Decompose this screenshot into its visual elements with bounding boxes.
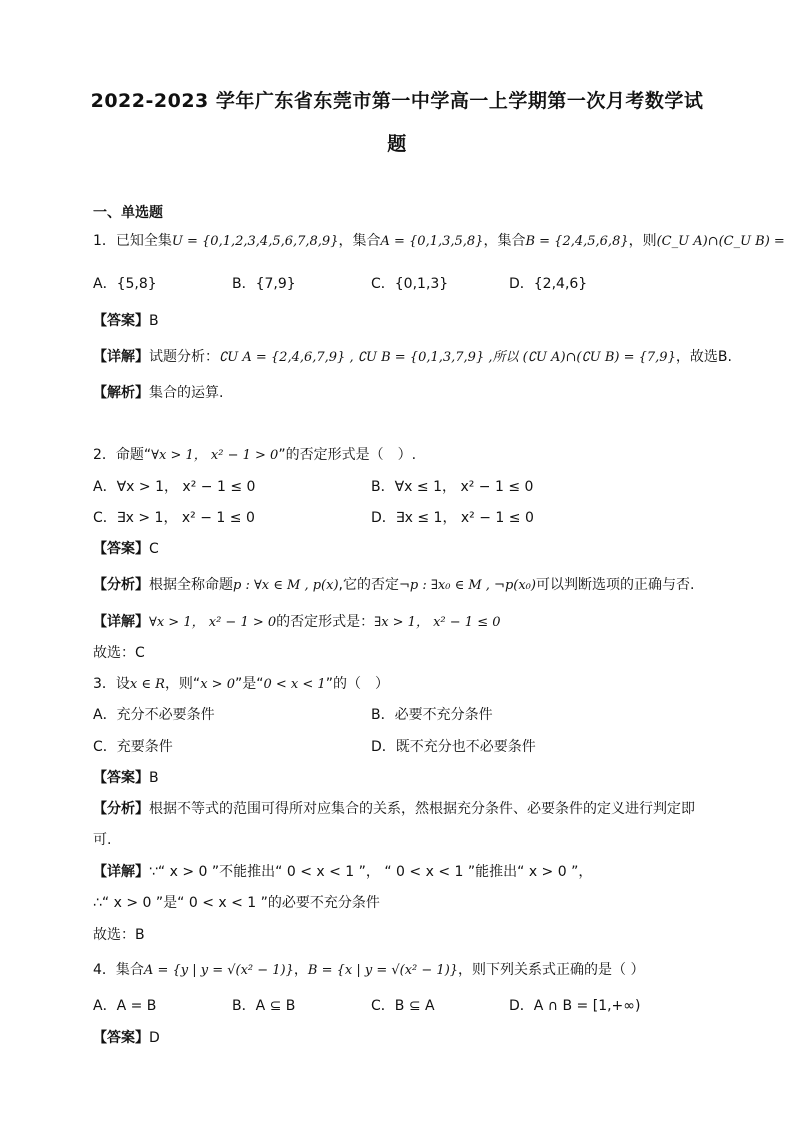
q4-answer-label: 【答案】 (93, 1030, 149, 1046)
q4-stem-math: A = {y | y = √(x² − 1)} (143, 963, 294, 978)
q1-detail-text-b: ，故选B. (675, 349, 732, 365)
q2-detail-math2: ∃x > 1， x² − 1 ≤ 0 (374, 615, 501, 630)
q4-stem-text-a: 4．集合 (93, 962, 144, 978)
q2-analysis-text-b: ,它的否定 (338, 577, 399, 593)
q3-analysis-line2: 可. (93, 832, 112, 848)
q2-stem (93, 445, 416, 466)
q3-option-b: B．必要不充分条件 (371, 707, 493, 723)
q4-stem-text-b: ， (293, 962, 308, 978)
document-title-line2: 题 (387, 133, 407, 155)
q3-stem (93, 674, 389, 695)
q2-conclusion: 故选：C (93, 645, 145, 661)
q2-analysis-math2: ¬p : ∃x₀ ∈ M , ¬p(x₀) (399, 578, 536, 593)
q2-answer-value: C (149, 541, 159, 557)
q4-stem (93, 960, 645, 981)
q3-conclusion: 故选：B (93, 927, 145, 943)
q1-stem-math-u: U = {0,1,2,3,4,5,6,7,8,9} (171, 234, 339, 249)
q1-analysis-text: 集合的运算. (149, 385, 224, 401)
q4-answer (93, 1028, 160, 1048)
q2-analysis (93, 575, 694, 596)
q3-stem-text-b: ，则“ (164, 676, 201, 692)
q3-stem-math3: 0 < x < 1 (263, 677, 326, 692)
q3-analysis-label: 【分析】 (93, 801, 149, 817)
document-title-line1: 2022-2023 学年广东省东莞市第一中学高一上学期第一次月考数学试 (90, 90, 704, 112)
q4-stem-math2: B = {x | y = √(x² − 1)} (307, 963, 459, 978)
q2-stem-math: ∀x > 1， x² − 1 > 0 (151, 448, 279, 463)
q2-stem-text-a: 2．命题“ (93, 447, 152, 463)
q1-stem-math-expr: (C_U A)∩(C_U B) = (656, 234, 785, 249)
q3-option-c: C．充要条件 (93, 739, 173, 755)
q1-option-d: D．{2,4,6} (509, 276, 588, 292)
q2-analysis-label: 【分析】 (93, 577, 149, 593)
q3-detail-label: 【详解】 (93, 864, 149, 880)
q4-option-c: C．B ⊆ A (371, 998, 435, 1014)
q1-stem (93, 231, 785, 252)
q3-stem-math: x ∈ R (129, 677, 165, 692)
q1-option-c: C．{0,1,3} (371, 276, 449, 292)
q1-answer-value: B (149, 313, 159, 329)
q4-option-d: D．A ∩ B = [1,+∞) (509, 998, 641, 1014)
q2-option-d: D．∃x ≤ 1， x² − 1 ≤ 0 (371, 510, 534, 526)
q3-answer-value: B (149, 770, 159, 786)
q4-option-a: A．A = B (93, 998, 157, 1014)
q3-detail (93, 862, 592, 882)
q1-detail-math: ∁U A = {2,4,6,7,9} , ∁U B = {0,1,3,7,9} ,所以 (∁U A)∩(∁U B) = {7,9} (219, 350, 676, 365)
q4-option-b: B．A ⊆ B (232, 998, 296, 1014)
q1-detail-text-a: 试题分析： (149, 349, 219, 365)
q3-detail-line1: ∵“ x > 0 ”不能推出“ 0 < x < 1 ”， “ 0 < x < 1 ”能推出“ x > 0 ”， (149, 864, 593, 880)
q1-stem-math-a: A = {0,1,3,5,8} (380, 234, 484, 249)
q3-analysis (93, 799, 695, 819)
q3-stem-text-c: ”是“ (234, 676, 264, 692)
q1-stem-text-d: ，则 (628, 233, 657, 249)
q2-analysis-math: p : ∀x ∈ M , p(x) (233, 578, 339, 593)
q3-analysis-line1: 根据不等式的范围可得所对应集合的关系，然根据充分条件、必要条件的定义进行判定即 (149, 801, 695, 817)
q1-answer (93, 311, 159, 331)
q2-detail-label: 【详解】 (93, 614, 149, 630)
q3-option-d: D．既不充分也不必要条件 (371, 739, 536, 755)
q1-stem-text-c: ，集合 (483, 233, 526, 249)
q1-detail (93, 347, 732, 368)
q3-stem-math2: x > 0 (200, 677, 235, 692)
q2-analysis-text-a: 根据全称命题 (149, 577, 233, 593)
q2-answer-label: 【答案】 (93, 541, 149, 557)
q3-stem-text-d: ”的（ ） (325, 676, 389, 692)
q3-answer (93, 768, 159, 788)
q1-stem-text-a: 1．已知全集 (93, 233, 172, 249)
q3-stem-text-a: 3．设 (93, 676, 130, 692)
q2-answer (93, 539, 159, 559)
q1-stem-text-b: ，集合 (338, 233, 381, 249)
q3-detail-line2: ∴“ x > 0 ”是“ 0 < x < 1 ”的必要不充分条件 (93, 895, 380, 911)
q1-stem-math-b: B = {2,4,5,6,8} (525, 234, 629, 249)
q4-stem-text-c: ，则下列关系式正确的是（ ） (458, 962, 645, 978)
q1-option-a: A．{5,8} (93, 276, 157, 292)
q3-answer-label: 【答案】 (93, 770, 149, 786)
q1-detail-label: 【详解】 (93, 349, 149, 365)
q2-analysis-text-c: 可以判断选项的正确与否. (535, 577, 695, 593)
q2-detail-math: ∀x > 1， x² − 1 > 0 (149, 615, 277, 630)
q1-answer-label: 【答案】 (93, 313, 149, 329)
q2-option-c: C．∃x > 1， x² − 1 ≤ 0 (93, 510, 255, 526)
q2-detail-text-a: 的否定形式是： (276, 614, 375, 630)
q2-option-a: A．∀x > 1， x² − 1 ≤ 0 (93, 479, 256, 495)
q2-detail (93, 612, 501, 633)
q1-analysis-label: 【解析】 (93, 385, 149, 401)
q2-option-b: B．∀x ≤ 1， x² − 1 ≤ 0 (371, 479, 534, 495)
q4-answer-value: D (149, 1030, 160, 1046)
q1-analysis (93, 383, 223, 403)
section-heading: 一、单选题 (93, 205, 163, 221)
q2-stem-text-b: ”的否定形式是（ ）. (278, 447, 417, 463)
q3-option-a: A．充分不必要条件 (93, 707, 215, 723)
q1-option-b: B．{7,9} (232, 276, 296, 292)
